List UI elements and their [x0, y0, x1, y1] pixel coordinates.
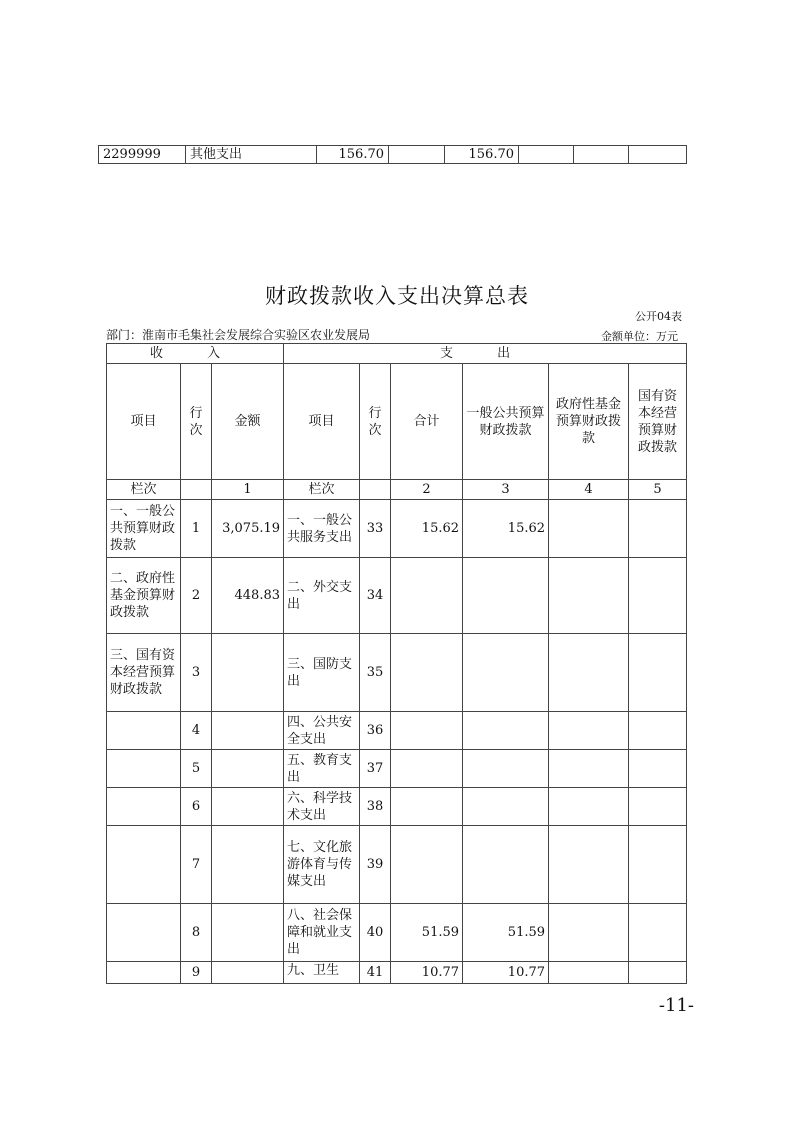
summary-table [106, 343, 687, 984]
state-capital-cell [629, 634, 687, 712]
col-number: 3 [463, 480, 549, 500]
gov-fund-cell [549, 712, 629, 750]
empty-cell [389, 146, 445, 164]
amount-cell: 156.70 [445, 146, 519, 164]
general-budget-cell [463, 634, 549, 712]
expense-item-cell: 八、社会保障和就业支出 [284, 904, 360, 962]
total-cell [391, 826, 463, 904]
empty-cell [181, 480, 212, 500]
continued-table [98, 145, 687, 164]
gov-fund-header: 政府性基金预算财政拨款 [549, 364, 629, 480]
header-row [107, 364, 687, 480]
general-budget-cell [463, 826, 549, 904]
table-row [107, 558, 687, 634]
general-budget-cell: 51.59 [463, 904, 549, 962]
department-label: 部门：淮南市毛集社会发展综合实验区农业发展局 [106, 328, 371, 342]
table-row [99, 146, 687, 164]
income-amount-cell: 3,075.19 [212, 500, 284, 558]
expense-row-no-cell: 35 [360, 634, 391, 712]
table-row [107, 750, 687, 788]
total-cell [391, 750, 463, 788]
gov-fund-cell [549, 558, 629, 634]
expense-item-header: 项目 [284, 364, 360, 480]
general-budget-header: 一般公共预算财政拨款 [463, 364, 549, 480]
col-number: 5 [629, 480, 687, 500]
income-amount-header: 金额 [212, 364, 284, 480]
income-item-cell [107, 826, 181, 904]
general-budget-cell [463, 750, 549, 788]
empty-cell [629, 146, 687, 164]
expense-item-cell: 一、一般公共服务支出 [284, 500, 360, 558]
income-amount-cell [212, 750, 284, 788]
income-amount-cell [212, 788, 284, 826]
empty-cell [519, 146, 574, 164]
expense-row-no-cell: 34 [360, 558, 391, 634]
form-number: 公开04表 [635, 310, 682, 323]
income-row-no-header: 行次 [181, 364, 212, 480]
total-cell [391, 788, 463, 826]
gov-fund-cell [549, 962, 629, 984]
gov-fund-cell [549, 500, 629, 558]
general-budget-cell [463, 788, 549, 826]
expense-row-no-cell: 40 [360, 904, 391, 962]
expense-row-no-cell: 41 [360, 962, 391, 984]
expense-item-cell: 三、国防支出 [284, 634, 360, 712]
gov-fund-cell [549, 634, 629, 712]
state-capital-cell [629, 826, 687, 904]
amount-cell: 156.70 [317, 146, 389, 164]
col-number: 4 [549, 480, 629, 500]
total-cell [391, 558, 463, 634]
state-capital-cell [629, 788, 687, 826]
total-header: 合计 [391, 364, 463, 480]
income-row-no-cell: 6 [181, 788, 212, 826]
expense-item-cell: 九、卫生 [284, 962, 360, 984]
expense-item-cell: 六、科学技术支出 [284, 788, 360, 826]
page-title: 财政拨款收入支出决算总表 [265, 284, 529, 308]
income-item-cell [107, 904, 181, 962]
col-number: 1 [212, 480, 284, 500]
general-budget-cell: 15.62 [463, 500, 549, 558]
income-amount-cell [212, 962, 284, 984]
income-item-cell [107, 962, 181, 984]
expense-row-no-cell: 37 [360, 750, 391, 788]
income-row-no-cell: 2 [181, 558, 212, 634]
income-header: 收 入 [107, 344, 284, 364]
table-row [107, 826, 687, 904]
gov-fund-cell [549, 826, 629, 904]
income-amount-cell: 448.83 [212, 558, 284, 634]
income-amount-cell [212, 904, 284, 962]
income-row-no-cell: 7 [181, 826, 212, 904]
empty-cell [360, 480, 391, 500]
expense-header: 支 出 [284, 344, 687, 364]
state-capital-cell [629, 750, 687, 788]
table-row [107, 500, 687, 558]
col-label: 栏次 [284, 480, 360, 500]
general-budget-cell: 10.77 [463, 962, 549, 984]
income-row-no-cell: 1 [181, 500, 212, 558]
total-cell: 51.59 [391, 904, 463, 962]
table-row [107, 962, 687, 984]
income-row-no-cell: 5 [181, 750, 212, 788]
income-item-cell [107, 788, 181, 826]
unit-label: 金额单位：万元 [601, 330, 678, 343]
header-row [107, 344, 687, 364]
col-label: 栏次 [107, 480, 181, 500]
general-budget-cell [463, 558, 549, 634]
total-cell [391, 634, 463, 712]
state-capital-cell [629, 558, 687, 634]
expense-item-cell: 四、公共安全支出 [284, 712, 360, 750]
gov-fund-cell [549, 750, 629, 788]
subject-code: 2299999 [99, 146, 186, 164]
expense-item-cell: 二、外交支出 [284, 558, 360, 634]
income-amount-cell [212, 634, 284, 712]
income-row-no-cell: 9 [181, 962, 212, 984]
income-amount-cell [212, 826, 284, 904]
state-capital-header: 国有资本经营预算财政拨款 [629, 364, 687, 480]
table-row [107, 788, 687, 826]
income-row-no-cell: 3 [181, 634, 212, 712]
page-number: -11- [658, 995, 694, 1016]
col-number: 2 [391, 480, 463, 500]
total-cell: 10.77 [391, 962, 463, 984]
table-row [107, 712, 687, 750]
gov-fund-cell [549, 788, 629, 826]
table-row [107, 634, 687, 712]
state-capital-cell [629, 904, 687, 962]
empty-cell [574, 146, 629, 164]
state-capital-cell [629, 712, 687, 750]
income-item-cell: 三、国有资本经营预算财政拨款 [107, 634, 181, 712]
general-budget-cell [463, 712, 549, 750]
total-cell [391, 712, 463, 750]
income-item-cell: 一、一般公共预算财政拨款 [107, 500, 181, 558]
state-capital-cell [629, 500, 687, 558]
income-item-cell [107, 750, 181, 788]
total-cell: 15.62 [391, 500, 463, 558]
income-row-no-cell: 8 [181, 904, 212, 962]
income-item-cell: 二、政府性基金预算财政拨款 [107, 558, 181, 634]
income-item-header: 项目 [107, 364, 181, 480]
expense-item-cell: 七、文化旅游体育与传媒支出 [284, 826, 360, 904]
income-amount-cell [212, 712, 284, 750]
column-number-row [107, 480, 687, 500]
expense-row-no-cell: 33 [360, 500, 391, 558]
expense-row-no-cell: 39 [360, 826, 391, 904]
income-row-no-cell: 4 [181, 712, 212, 750]
expense-row-no-header: 行次 [360, 364, 391, 480]
income-item-cell [107, 712, 181, 750]
table-row [107, 904, 687, 962]
expense-item-cell: 五、教育支出 [284, 750, 360, 788]
subject-name: 其他支出 [186, 146, 317, 164]
gov-fund-cell [549, 904, 629, 962]
state-capital-cell [629, 962, 687, 984]
expense-row-no-cell: 38 [360, 788, 391, 826]
expense-row-no-cell: 36 [360, 712, 391, 750]
